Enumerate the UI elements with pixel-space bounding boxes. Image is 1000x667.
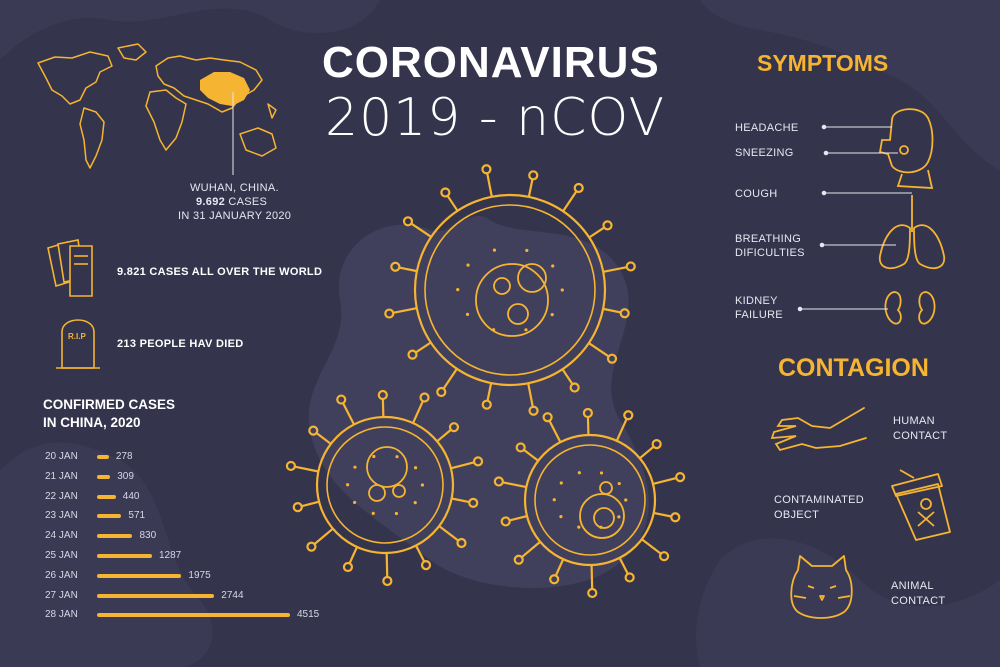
virus-left-spike [350, 547, 357, 563]
virus-right-spike [592, 565, 593, 589]
chart-category-label: 22 JAN [45, 490, 78, 502]
map-cases [196, 196, 267, 208]
virus-top-spike [487, 173, 492, 197]
chart-category-label: 28 JAN [45, 609, 78, 621]
virus-right-dot [599, 526, 602, 529]
chart-value-label: 440 [122, 490, 140, 502]
tombstone-icon [56, 320, 100, 368]
map-location: WUHAN, CHINA. [190, 182, 279, 194]
symptom-headache: HEADACHE [735, 122, 799, 134]
virus-left-dot [372, 455, 375, 458]
chart-title [43, 396, 175, 432]
symptom-pointer-lines [798, 125, 912, 311]
chart-value-label: 309 [117, 470, 134, 482]
symptoms-title: SYMPTOMS [757, 50, 889, 76]
hand-icon [772, 408, 866, 450]
virus-top-dot [466, 263, 469, 266]
chart-category-label: 25 JAN [45, 550, 78, 561]
chart-value-label: 571 [128, 510, 146, 522]
tombstone-label: R.I.P [68, 332, 86, 341]
contagion-animal-line2: CONTACT [891, 595, 946, 607]
head-icon [880, 109, 933, 188]
documents-icon [48, 240, 92, 296]
virus-right-spike-tip [653, 440, 661, 448]
virus-right-dot [600, 471, 603, 474]
virus-right-spike-tip [588, 589, 596, 597]
virus-top-spike [589, 228, 604, 238]
virus-right-spike-tip [626, 573, 634, 581]
virus-top-spike-tip [575, 184, 583, 192]
virus-right-dot [553, 498, 556, 501]
virus-right-dot [560, 481, 563, 484]
virus-right-spike-tip [676, 473, 684, 481]
virus-right-dot [617, 515, 620, 518]
virus-top-dot [456, 288, 459, 291]
contagion-human-line2: CONTACT [893, 430, 948, 442]
chart-bar [97, 475, 110, 479]
symptom-sneezing: SNEEZING [735, 147, 794, 159]
virus-top-dot [466, 313, 469, 316]
chart-bar [97, 613, 290, 617]
virus-left-dot [395, 455, 398, 458]
chart-value-label: 830 [139, 530, 157, 542]
virus-top-dot [551, 313, 554, 316]
virus-right-dot [618, 482, 621, 485]
chart-category-label: 24 JAN [45, 530, 78, 542]
virus-top-spike-tip [604, 221, 612, 229]
contagion-human-line1: HUMAN [893, 415, 935, 427]
virus-left-dot [372, 512, 375, 515]
chart-value-label: 1975 [188, 569, 211, 581]
background-blob [309, 216, 649, 588]
world-cases-stat: 9.821 CASES ALL OVER THE WORLD [117, 266, 323, 278]
chart-bar [97, 594, 214, 598]
virus-right-dot [624, 498, 627, 501]
virus-right-dot [559, 515, 562, 518]
virus-top-dot [551, 264, 554, 267]
map-cases-label: CASES [228, 196, 268, 208]
virus-top-dot [493, 248, 496, 251]
virus-top-dot [524, 328, 527, 331]
chart-bar [97, 534, 132, 538]
contagion-object-line1: CONTAMINATED [774, 494, 864, 506]
chart-category-label: 26 JAN [45, 569, 78, 581]
virus-left-dot [353, 466, 356, 469]
virus-left-dot [421, 483, 424, 486]
virus-left-spike-tip [294, 503, 302, 511]
cup-icon [892, 470, 950, 540]
page-title: CORONAVIRUS [322, 38, 660, 87]
virus-right-spike [640, 447, 654, 459]
kidneys-icon [885, 292, 934, 324]
virus-left-spike-tip [383, 577, 391, 585]
chart-bar [97, 455, 109, 459]
virus-top-spike-tip [482, 165, 490, 173]
virus-left-dot [346, 483, 349, 486]
virus-top-spike [563, 191, 576, 211]
virus-top-spike-tip [441, 188, 449, 196]
virus-left-spike-tip [422, 561, 430, 569]
chart-bar [97, 554, 152, 558]
background-blob [696, 538, 1000, 667]
chart-category-label: 20 JAN [45, 451, 78, 462]
virus-right-spike-tip [660, 552, 668, 560]
symptom-breathing-line2: DIFICULTIES [735, 247, 805, 259]
chart-category-label: 21 JAN [45, 470, 78, 482]
map-date: IN 31 JANUARY 2020 [178, 210, 292, 222]
contagion-title: CONTAGION [778, 354, 929, 382]
virus-left-spike-tip [344, 563, 352, 571]
virus-right-spike [642, 539, 661, 554]
chart-category-label: 27 JAN [45, 589, 78, 601]
symptom-breathing-line1: BREATHING [735, 233, 802, 245]
virus-left-spike-tip [287, 462, 295, 470]
virus-top-spike-tip [404, 217, 412, 225]
virus-left-dot [414, 501, 417, 504]
contagion-object-line2: OBJECT [774, 509, 820, 521]
lungs-icon [880, 195, 944, 268]
chart-category-label: 23 JAN [45, 510, 78, 522]
symptom-kidney-line1: KIDNEY [735, 295, 778, 307]
chart-bar [97, 495, 116, 499]
background-blob [700, 0, 1000, 170]
chart-value-label: 1287 [159, 550, 182, 561]
virus-left-dot [395, 512, 398, 515]
virus-top-dot [561, 288, 564, 291]
virus-left-dot [414, 466, 417, 469]
deaths-stat: 213 PEOPLE HAV DIED [117, 338, 244, 350]
map-cases-value: 9.692 [196, 196, 226, 208]
virus-top-spike [448, 196, 458, 211]
virus-left-spike [295, 467, 319, 472]
virus-left-spike [387, 553, 388, 577]
chart-bar [97, 514, 121, 518]
virus-right-dot [578, 471, 581, 474]
virus-top-dot [492, 328, 495, 331]
virus-right-spike-tip [671, 513, 679, 521]
chart-bar [97, 574, 181, 578]
virus-top-spike [529, 179, 533, 197]
chart-value-label: 2744 [221, 589, 244, 601]
virus-right-spike [620, 558, 628, 574]
page-subtitle: 2019 - nCOV [325, 88, 666, 148]
virus-right-spike [654, 513, 672, 517]
virus-left-spike-tip [307, 543, 315, 551]
chart-value-label: 278 [115, 451, 133, 462]
virus-left-dot [353, 501, 356, 504]
china-region-highlight [200, 72, 250, 106]
virus-top-spike-tip [627, 262, 635, 270]
virus-left-spike [314, 529, 332, 544]
symptom-cough: COUGH [735, 188, 778, 200]
virus-top-dot [525, 249, 528, 252]
contagion-animal-line1: ANIMAL [891, 580, 934, 592]
virus-right-dot [577, 526, 580, 529]
virus-left-spike [302, 502, 319, 506]
world-map-icon [38, 44, 276, 168]
virus-right-spike [653, 478, 676, 484]
chart-value-label: 4515 [297, 609, 320, 621]
symptom-kidney-line2: FAILURE [735, 309, 783, 321]
virus-right-spike-tip [624, 411, 632, 419]
virus-top-spike-tip [529, 171, 537, 179]
chart-title-line1: CONFIRMED CASES [43, 397, 176, 412]
chart-title-line2: IN CHINA, 2020 [43, 415, 141, 430]
